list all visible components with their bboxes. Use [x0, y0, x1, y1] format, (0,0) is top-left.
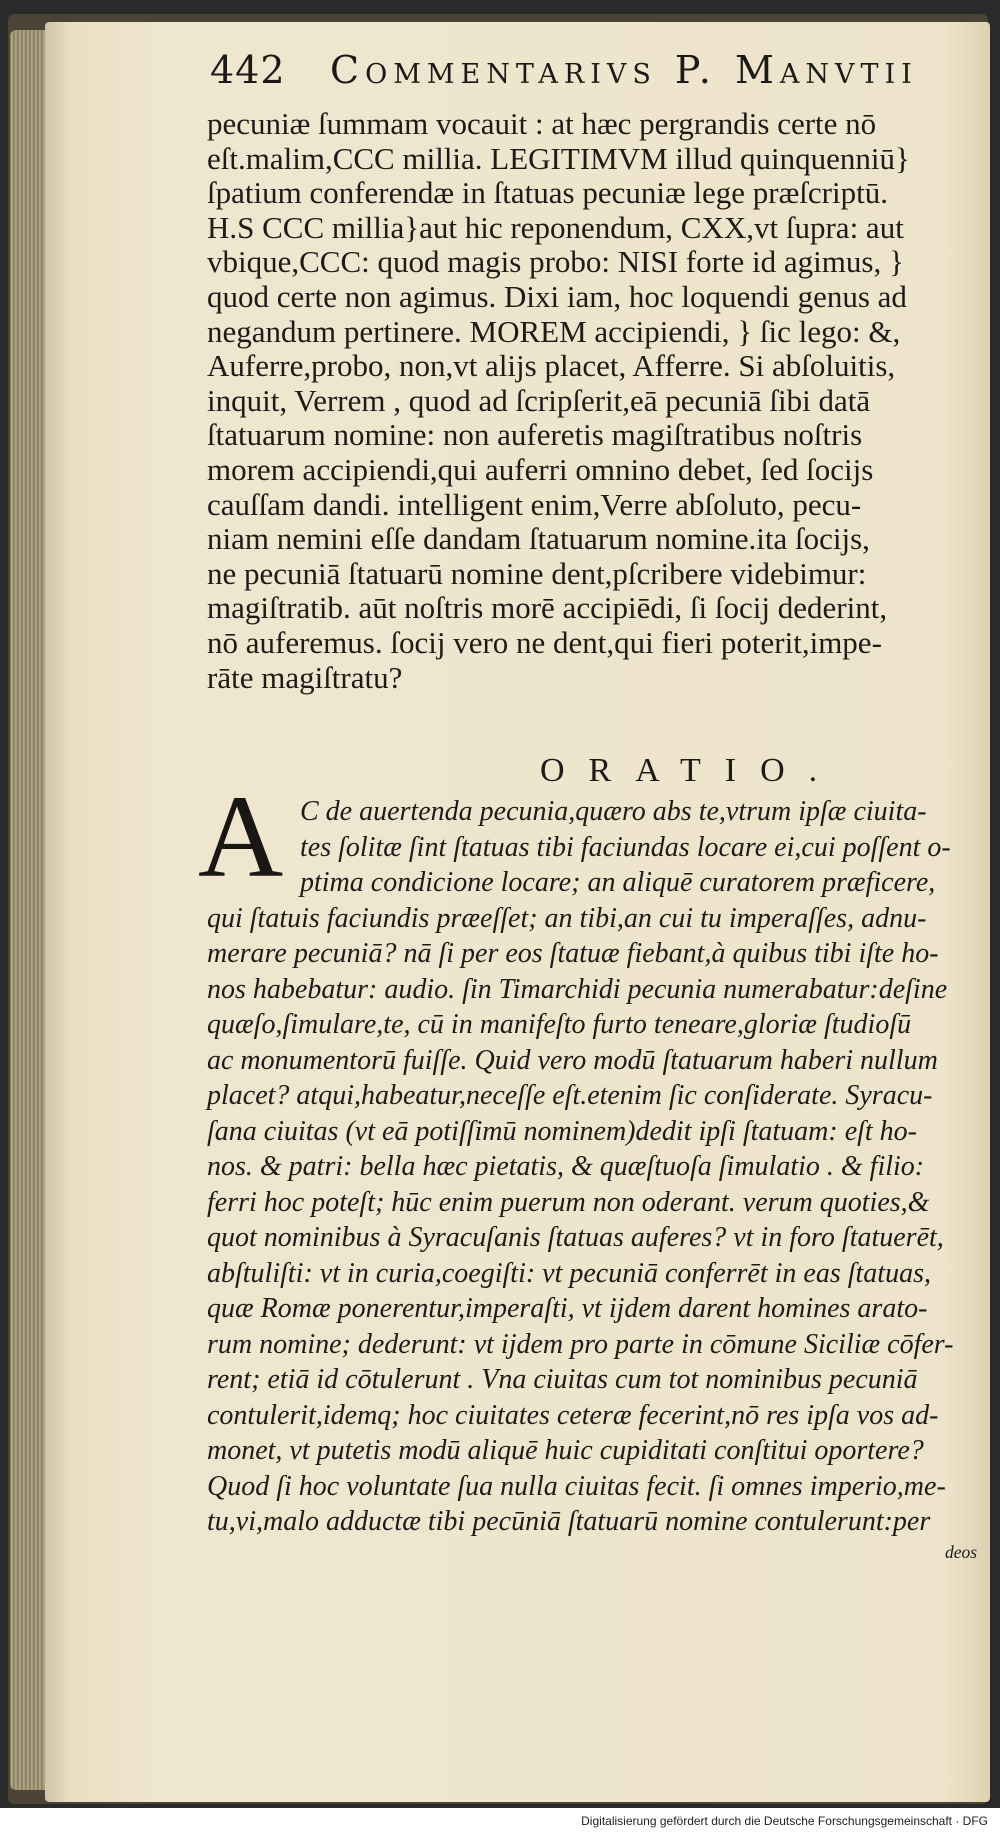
page-header — [210, 48, 980, 102]
commentary-line: cauſſam dandi. intelligent enim,Verre abſoluto, pecu- — [207, 486, 862, 522]
oration-line: qui ſtatuis faciundis præeſſet; an tibi,an cui tu imperaſſes, adnu- — [207, 902, 927, 934]
commentary-line: rāte magiſtratu? — [207, 659, 403, 695]
commentary-line: ſtatuarum nomine: non auferetis magiſtratibus noſtris — [207, 417, 863, 453]
commentary-line: ne pecuniā ſtatuarū nomine dent,pſcribere videbimur: — [207, 555, 867, 591]
running-title: Commentarivs P. Manvtii — [330, 48, 918, 92]
oration-line: monet, vt putetis modū aliquē huic cupiditati conſtitui oportere? — [207, 1435, 924, 1466]
oration-line: rent; etiā id cōtulerunt . Vna ciuitas cum tot nominibus pecuniā — [207, 1364, 918, 1395]
oration-line: ptima condicione locare; an aliquē curatorem præficere, — [300, 867, 936, 898]
commentary-line: Auferre,probo, non,vt alijs placet, Afferre. Si abſoluitis, — [207, 348, 896, 384]
footer-bar — [0, 1808, 1000, 1836]
oration-line: ac monumentorū fuiſſe. Quid vero modū ſtatuarum haberi nullum — [207, 1044, 938, 1076]
oration-line: ſana ciuitas (vt eā potiſſimū nominem)dedit ipſi ſtatuam: eſt ho- — [207, 1115, 918, 1147]
commentary-line: negandum pertinere. MOREM accipiendi, } ſic lego: &, — [207, 313, 901, 349]
commentary-line: quod certe non agimus. Dixi iam, hoc loquendi genus ad — [207, 279, 907, 314]
commentary-line: nō auferemus. ſocij vero ne dent,qui fieri poterit,impe- — [207, 625, 882, 660]
drop-cap: A — [198, 771, 284, 902]
commentary-line: ſpatium conferendæ in ſtatuas pecuniæ lege præſcriptū. — [207, 175, 888, 211]
footer-credit: Digitalisierung gefördert durch die Deutsche Forschungsgemeinschaft · DFG — [581, 1814, 988, 1828]
oration-line: contulerit,idemq; hoc ciuitates ceteræ fecerint,nō res ipſa vos ad- — [207, 1399, 939, 1431]
section-heading: ORATIO. — [540, 752, 842, 789]
page-number: 442 — [210, 48, 286, 92]
oration-line: deos — [945, 1541, 978, 1562]
oration-line: placet? atqui,habeatur,neceſſe eſt.etenim ſic conſiderate. Syracu- — [207, 1080, 933, 1111]
commentary-line: eſt.malim,CCC millia. LEGITIMVM illud quinquenniū} — [207, 140, 910, 176]
oration-line: quot nominibus à Syracuſanis ſtatuas auferes? vt in foro ſtatuerēt, — [207, 1222, 944, 1253]
oration-line: Quod ſi hoc voluntate ſua nulla ciuitas fecit. ſi omnes imperio,me- — [207, 1470, 946, 1502]
oration-line: tu,vi,malo adductæ tibi pecūniā ſtatuarū nomine contulerunt:per — [207, 1506, 931, 1537]
oration-line: abſtuliſti: vt in curia,coegiſti: vt pecuniā conferrēt in eas ſtatuas, — [207, 1257, 931, 1289]
oration-line: rum nomine; dederunt: vt ijdem pro parte in cōmune Siciliæ cōfer- — [207, 1328, 954, 1360]
commentary-line: inquit, Verrem , quod ad ſcripſerit,eā pecuniā ſibi datā — [207, 382, 871, 418]
oration-line: C de auertenda pecunia,quæro abs te,vtrum ipſæ ciuita- — [300, 796, 927, 827]
oration-line: quæſo,ſimulare,te, cū in manifeſto furto teneare,gloriæ ſtudioſū — [207, 1009, 912, 1040]
commentary-line: magiſtratib. aūt noſtris morē accipiēdi, ſi ſocij dederint, — [207, 590, 888, 626]
commentary-line: vbique,CCC: quod magis probo: NISI forte id agimus, } — [207, 244, 904, 280]
commentary-line: H.S CCC millia}aut hic reponendum, CXX,vt ſupra: aut — [207, 209, 904, 245]
oration-line: ferri hoc poteſt; hūc enim puerum non oderant. verum quoties,& — [207, 1186, 930, 1218]
oration-line: nos habebatur: audio. ſin Timarchidi pecunia numerabatur:deſine — [207, 973, 948, 1005]
oration-line: nos. & patri: bella hæc pietatis, & quæſtuoſa ſimulatio . & filio: — [207, 1151, 925, 1182]
commentary-line: morem accipiendi,qui auferri omnino debet, ſed ſocijs — [207, 452, 874, 487]
oration-line: merare pecuniā? nā ſi per eos ſtatuæ fiebant,à quibus tibi iſte ho- — [207, 938, 939, 969]
oration-line: quæ Romæ ponerentur,imperaſti, vt ijdem darent homines arato- — [207, 1293, 928, 1324]
oration-line: tes ſolitæ ſint ſtatuas tibi faciundas locare ei,cui poſſent o- — [300, 831, 951, 863]
commentary-line: niam nemini eſſe dandam ſtatuarum nomine.ita ſocijs, — [207, 521, 870, 557]
commentary-line: pecuniæ ſummam vocauit : at hæc pergrandis certe nō — [207, 106, 877, 141]
